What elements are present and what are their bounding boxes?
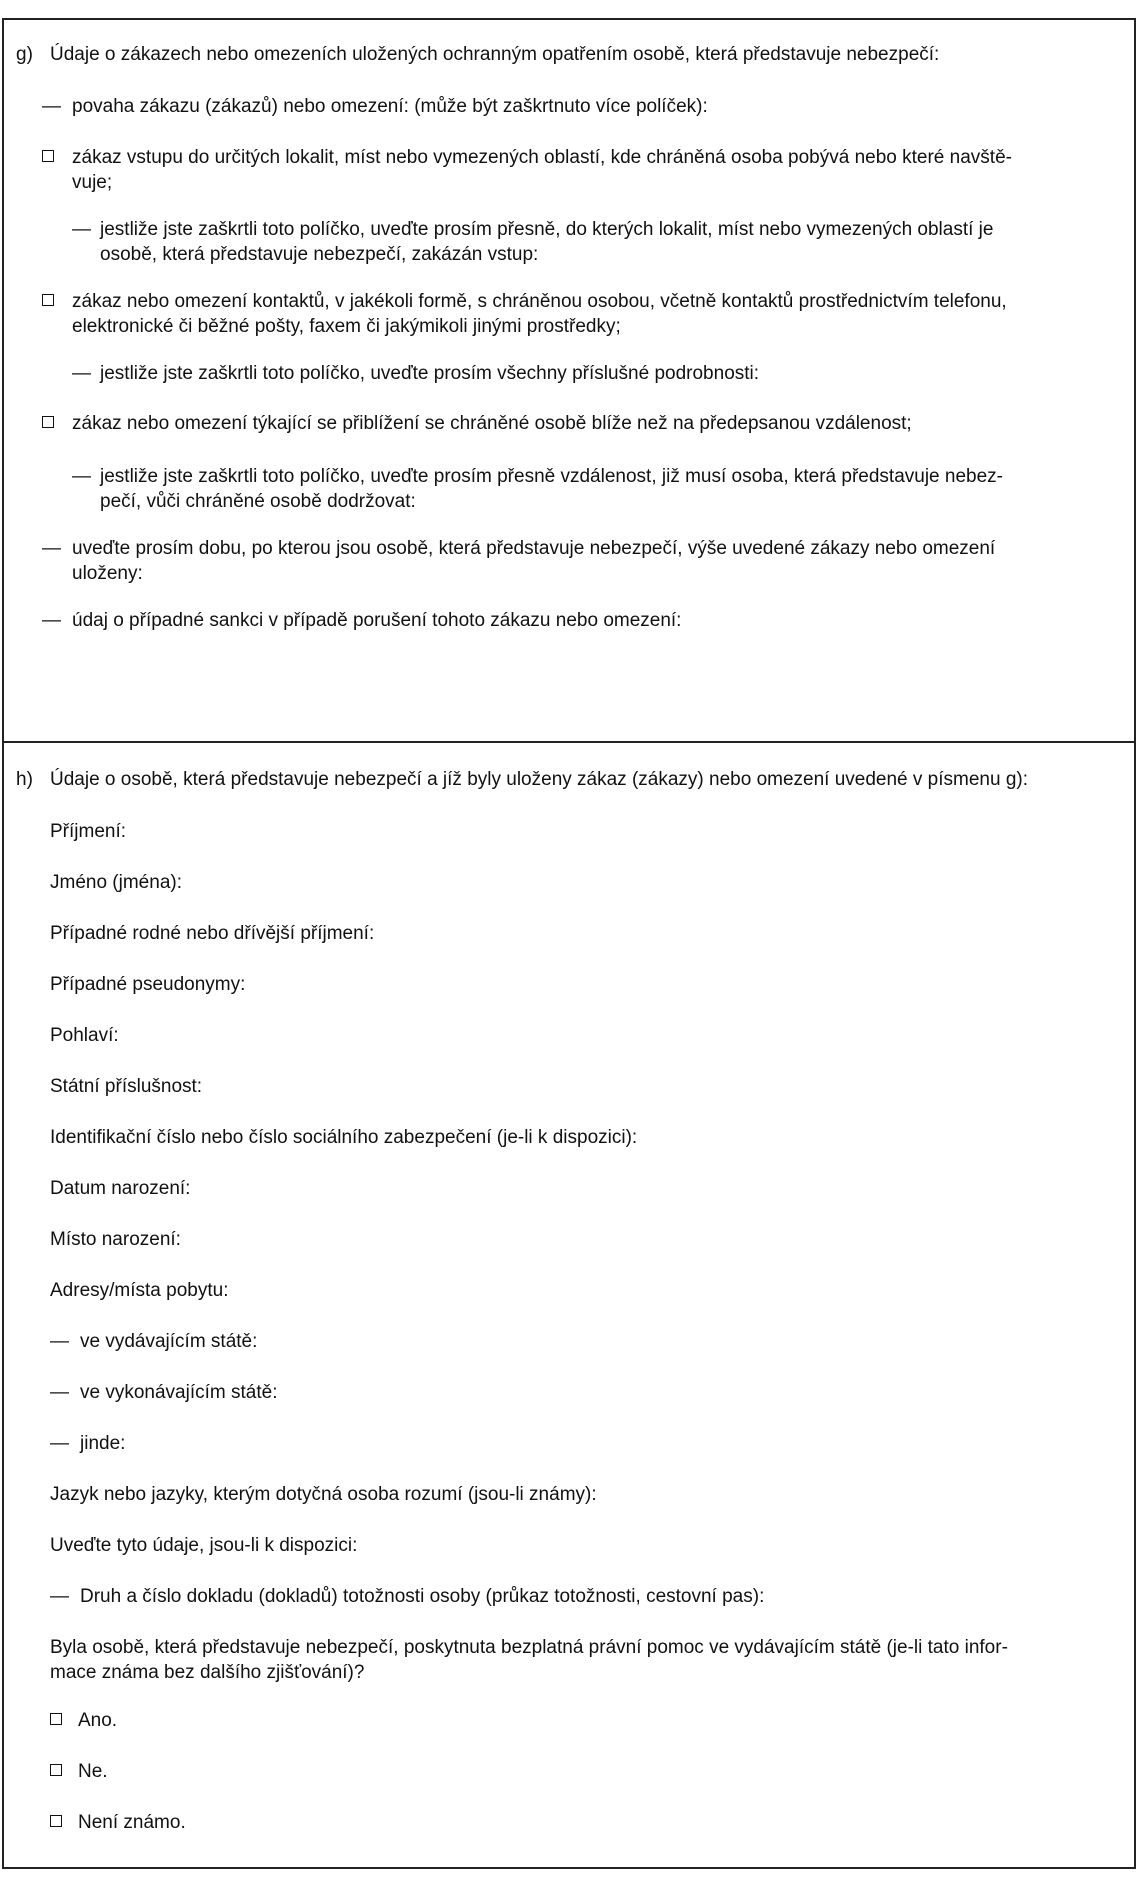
sex-label: Pohlaví: xyxy=(50,1025,119,1046)
option-entry-ban xyxy=(42,145,1122,195)
section-g-heading: Údaje o zákazech nebo omezeních uložených ochranným opatřením osobě, která představuje nebezpečí: xyxy=(50,44,940,65)
id-number-label: Identifikační číslo nebo číslo sociálního zabezpečení (je-li k dispozici): xyxy=(50,1127,638,1148)
checkbox-distance-ban[interactable] xyxy=(42,416,54,428)
nature-label: povaha zákazu (zákazů) nebo omezení: (může být zaškrtnuto více políček): xyxy=(72,96,708,117)
option-yes-label: Ano. xyxy=(78,1710,118,1731)
sanction-text: údaj o případné sankci v případě porušení tohoto zákazu nebo omezení: xyxy=(72,610,682,631)
section-h-heading: Údaje o osobě, která představuje nebezpečí a jíž byly uloženy zákaz (zákazy) nebo omezení uvedené v písmenu g): xyxy=(50,769,1028,790)
option-no-label: Ne. xyxy=(78,1761,108,1782)
section-g xyxy=(2,18,1136,743)
distance-ban-detail xyxy=(72,464,1122,514)
pseudonyms-label: Případné pseudonymy: xyxy=(50,974,246,995)
id-document-label: Druh a číslo dokladu (dokladů) totožnosti osoby (průkaz totožnosti, cestovní pas): xyxy=(80,1586,765,1607)
option-contact-ban-line1: zákaz nebo omezení kontaktů, v jakékoli formě, s chráněnou osobou, včetně kontaktů prostřednictvím telefonu, xyxy=(72,291,1007,312)
legal-aid-line2: mace známa bez dalšího zjišťování)? xyxy=(50,1662,365,1683)
checkbox-no[interactable] xyxy=(50,1764,62,1776)
section-letter-h: h) xyxy=(16,769,33,790)
duration-line1: — uveďte prosím dobu, po kterou jsou osobě, která představuje nebezpečí, výše uvedené zákazy nebo omezení xyxy=(72,538,996,559)
option-entry-ban-line1: zákaz vstupu do určitých lokalit, míst nebo vymezených oblastí, kde chráněná osoba pobývá nebo které navště- xyxy=(72,147,1012,168)
checkbox-unknown[interactable] xyxy=(50,1815,62,1827)
nationality-label: Státní příslušnost: xyxy=(50,1076,203,1097)
legal-aid-line1: Byla osobě, která představuje nebezpečí, poskytnuta bezplatná právní pomoc ve vydávajícím státě (je-li tato infor- xyxy=(50,1637,1008,1658)
option-distance-ban-text: zákaz nebo omezení týkající se přiblížení se chráněné osobě blíže než na předepsanou vzdálenost; xyxy=(72,413,912,434)
entry-ban-detail-line1: — jestliže jste zaškrtli toto políčko, uveďte prosím přesně, do kterých lokalit, míst nebo vymezených oblastí je xyxy=(100,219,994,240)
birth-place-label: Místo narození: xyxy=(50,1229,181,1250)
checkbox-contact-ban[interactable] xyxy=(42,294,54,306)
birth-surname-label: Případné rodné nebo dřívější příjmení: xyxy=(50,923,375,944)
checkbox-entry-ban[interactable] xyxy=(42,150,54,162)
languages-label: Jazyk nebo jazyky, kterým dotyčná osoba rozumí (jsou-li známy): xyxy=(50,1484,597,1505)
first-names-label: Jméno (jména): xyxy=(50,872,182,893)
duration-line2: uloženy: xyxy=(72,563,143,584)
birth-date-label: Datum narození: xyxy=(50,1178,191,1199)
entry-ban-detail-line2: osobě, která představuje nebezpečí, zakázán vstup: xyxy=(100,244,539,265)
section-h xyxy=(2,741,1136,1869)
checkbox-yes[interactable] xyxy=(50,1713,62,1725)
contact-ban-detail-text: jestliže jste zaškrtli toto políčko, uveďte prosím všechny příslušné podrobnosti: xyxy=(100,363,760,384)
legal-aid-question xyxy=(50,1635,1122,1685)
distance-ban-detail-line2: pečí, vůči chráněné osobě dodržovat: xyxy=(100,491,416,512)
duration-item xyxy=(42,536,1122,586)
distance-ban-detail-line1: — jestliže jste zaškrtli toto políčko, uveďte prosím přesně vzdálenost, již musí osoba, která představuje nebez- xyxy=(100,466,1003,487)
option-contact-ban xyxy=(42,289,1122,339)
entry-ban-detail xyxy=(72,217,1122,267)
address-executing-label: ve vykonávajícím státě: xyxy=(80,1382,278,1403)
section-letter-g: g) xyxy=(16,44,33,65)
option-entry-ban-line2: vuje; xyxy=(72,172,113,193)
surname-label: Příjmení: xyxy=(50,821,127,842)
addresses-label: Adresy/místa pobytu: xyxy=(50,1280,229,1301)
option-unknown-label: Není známo. xyxy=(78,1812,186,1833)
option-contact-ban-line2: elektronické či běžné pošty, faxem či jakýmikoli jinými prostředky; xyxy=(72,316,621,337)
address-elsewhere-label: jinde: xyxy=(80,1433,126,1454)
address-issuing-label: ve vydávajícím státě: xyxy=(80,1331,258,1352)
if-available-label: Uveďte tyto údaje, jsou-li k dispozici: xyxy=(50,1535,358,1556)
